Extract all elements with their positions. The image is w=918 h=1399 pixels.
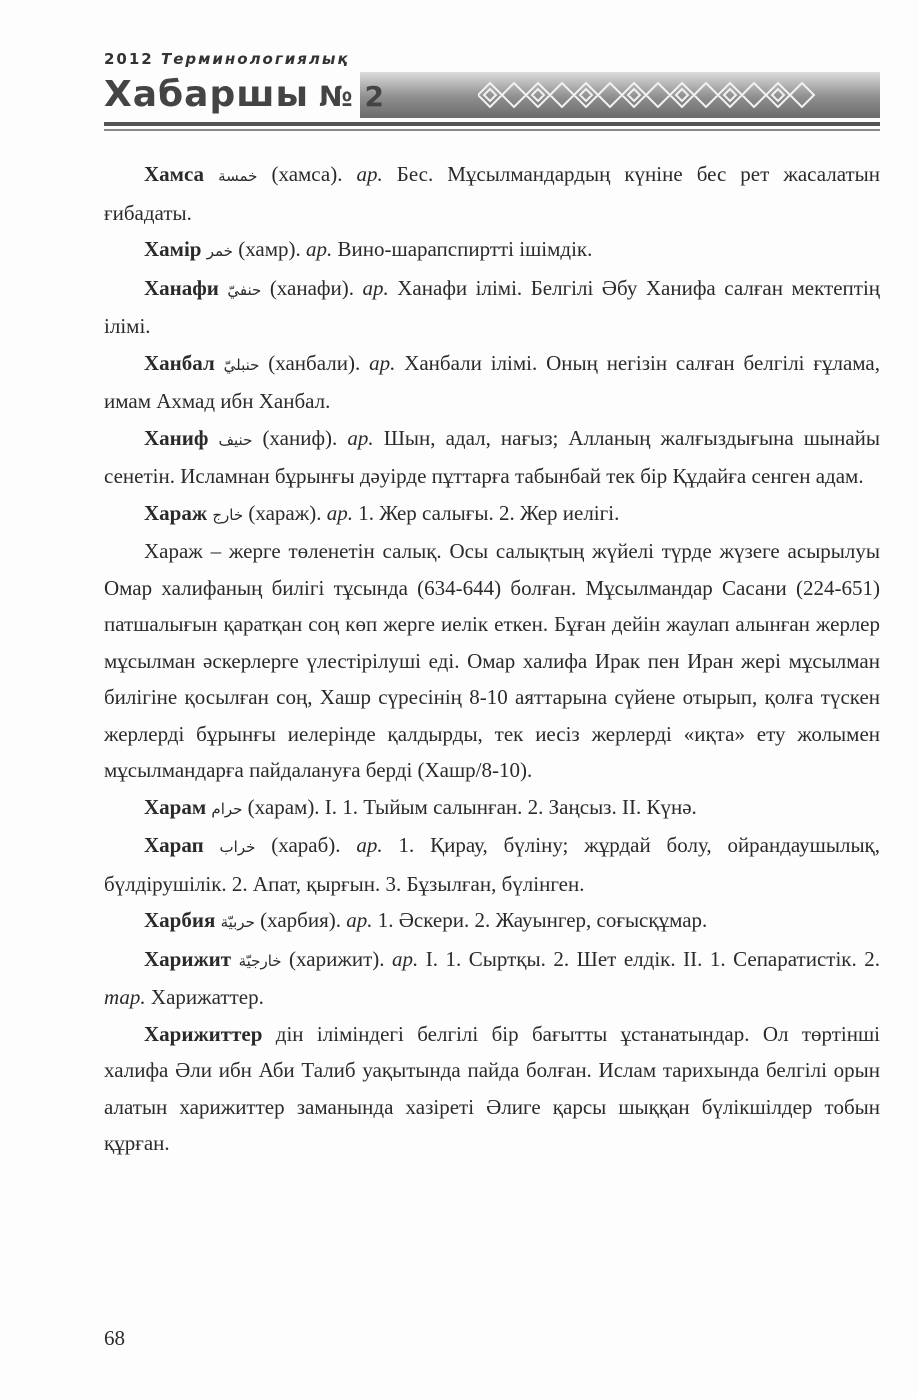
entry-term: Хамір xyxy=(144,237,202,261)
entry-definition: Вино-шарапспиртті ішімдік. xyxy=(332,237,593,261)
header-issue-number: № 2 xyxy=(319,80,385,113)
entry-abbr: ар. xyxy=(326,500,353,525)
paragraph-haraj: Хараж – жерге төленетін салық. Осы салықтың жүйелі түрде жүзеге асырылуы Омар халифаның билігі тұсында (634-644) болған. Мұсылмандар Сасани (224-651) патшалығын қаратқан соң көп жерге иелік еткен. Бұған дейін жаулап алынған жерлер мұсылман әскерлерге үлестірілуші еді. Омар халифа Ирак пен Иран жері мұсылман билігіне қосылған соң, Хашр сүресінің 8-10 аяттарына сүйене отырып, қолға түскен жерлерді бұрынғы иелерінде қалдырды, тек иесіз жерлерді «иқта» ету жолымен мұсылмандарға пайдалануға берді (Хашр/8-10). xyxy=(104,539,880,782)
entry-definition: 1. Әскери. 2. Жауынгер, соғысқұмар. xyxy=(372,908,708,932)
entry-definition: Харижаттер. xyxy=(145,985,264,1009)
entry-translit: (ханиф). xyxy=(252,425,348,450)
entry-arabic: خارج xyxy=(212,505,244,524)
entry-definition: І. 1. Сыртқы. 2. Шет елдік. ІІ. 1. Сепаратистік. 2. xyxy=(418,946,880,971)
entry-hamsa xyxy=(104,156,880,231)
entry-translit: (харам). І. 1. Тыйым салынған. 2. Заңсыз. ІІ. Күнә. xyxy=(242,794,697,819)
entry-arabic: حنيف xyxy=(218,430,253,449)
entry-term: Харижиттер xyxy=(144,1021,263,1046)
header-title: Хабаршы xyxy=(104,74,310,115)
entry-haram xyxy=(104,789,880,828)
header-ornament-band xyxy=(360,72,880,118)
entry-hanif xyxy=(104,420,880,495)
entry-definition: 1. Жер салығы. 2. Жер иелігі. xyxy=(352,500,620,525)
entry-translit: (хамр). xyxy=(232,237,307,261)
entry-definition: Бес. Мұсылмандардың күніне бес рет жасалатын ғибадаты. xyxy=(104,162,881,225)
entry-harijitter xyxy=(104,1016,880,1162)
entry-definition: дін іліміндегі белгілі бір бағытты ұстанатындар. Ол төртінші халифа Әли ибн Аби Талиб уақытында пайда болған. Ислам тарихында белгілі орын алатын харижиттер заманында хазіреті Әлиге қарсы шыққан бүлікшілдер тобын құрған. xyxy=(104,1021,880,1155)
entry-translit: (харижит). xyxy=(281,946,393,971)
entry-arabic: حرام xyxy=(211,799,243,818)
entry-definition: 1. Қирау, бүліну; жұрдай болу, ойрандаушылық, бүлдірушілік. 2. Апат, қырғын. 3. Бұзылған, бүлінген. xyxy=(104,833,881,896)
entry-term: Харам xyxy=(144,794,207,819)
entry-haraj xyxy=(104,495,880,534)
page-number: 68 xyxy=(104,1326,125,1350)
entry-term: Хамса xyxy=(144,162,205,186)
header-year: 2012 xyxy=(104,50,154,68)
entry-arabic: خمر xyxy=(206,242,233,260)
entry-arabic: خراب xyxy=(219,838,256,856)
entry-term: Харижит xyxy=(144,946,232,971)
header-magazine: Терминологиялық xyxy=(160,50,350,68)
entry-harbiya xyxy=(104,902,880,941)
entry-definition: Ханафи ілімі. Белгілі Әбу Ханифа салған мектептің ілімі. xyxy=(104,275,881,338)
entry-arabic: خارجيّة xyxy=(238,951,282,970)
entry-abbr: тар. xyxy=(104,985,146,1009)
entry-abbr: ар. xyxy=(347,425,374,450)
article-body xyxy=(104,156,880,1162)
entry-hanafi xyxy=(104,270,880,345)
entry-term: Ханбал xyxy=(144,350,215,375)
ornament-pattern-icon xyxy=(478,78,818,112)
entry-arabic: حربيّة xyxy=(220,913,255,931)
entry-arabic: حنبليّ xyxy=(223,355,260,374)
entry-harijit xyxy=(104,941,880,1016)
entry-hamir xyxy=(104,231,880,270)
entry-term: Харап xyxy=(144,833,204,857)
entry-arabic: حنفيّ xyxy=(227,280,262,299)
entry-translit: (хамса). xyxy=(257,162,357,186)
entry-abbr: ар. xyxy=(369,350,396,375)
entry-translit: (харбия). xyxy=(254,908,347,932)
entry-translit: (хараб). xyxy=(255,833,357,857)
entry-abbr: ар. xyxy=(306,237,333,261)
header-rule-thin xyxy=(104,129,880,131)
entry-definition: Шын, адал, нағыз; Алланың жалғыздығына шынайы сенетін. Исламнан бұрынғы дәуірде пұттарға табынбай тек бір Құдайға сенген адам. xyxy=(104,425,880,488)
entry-term: Харбия xyxy=(144,908,216,932)
header-year-line xyxy=(104,50,350,68)
entry-translit: (хараж). xyxy=(243,500,327,525)
entry-term: Хараж xyxy=(144,500,208,525)
entry-translit: (ханафи). xyxy=(261,275,363,300)
entry-term: Ханиф xyxy=(144,425,209,450)
header-title-line xyxy=(104,72,385,120)
entry-abbr: ар. xyxy=(356,162,383,186)
entry-hanbal xyxy=(104,345,880,420)
entry-definition: Ханбали ілімі. Оның негізін салған белгілі ғұлама, имам Ахмад ибн Ханбал. xyxy=(104,350,881,413)
entry-arabic: خمسة xyxy=(218,167,258,185)
entry-harap xyxy=(104,827,880,902)
entry-abbr: ар. xyxy=(362,275,389,300)
entry-abbr: ар. xyxy=(392,946,419,971)
header-rule xyxy=(104,122,880,126)
entry-translit: (ханбали). xyxy=(259,350,370,375)
entry-abbr: ар. xyxy=(346,908,373,932)
entry-term: Ханафи xyxy=(144,275,219,300)
entry-abbr: ар. xyxy=(356,833,383,857)
